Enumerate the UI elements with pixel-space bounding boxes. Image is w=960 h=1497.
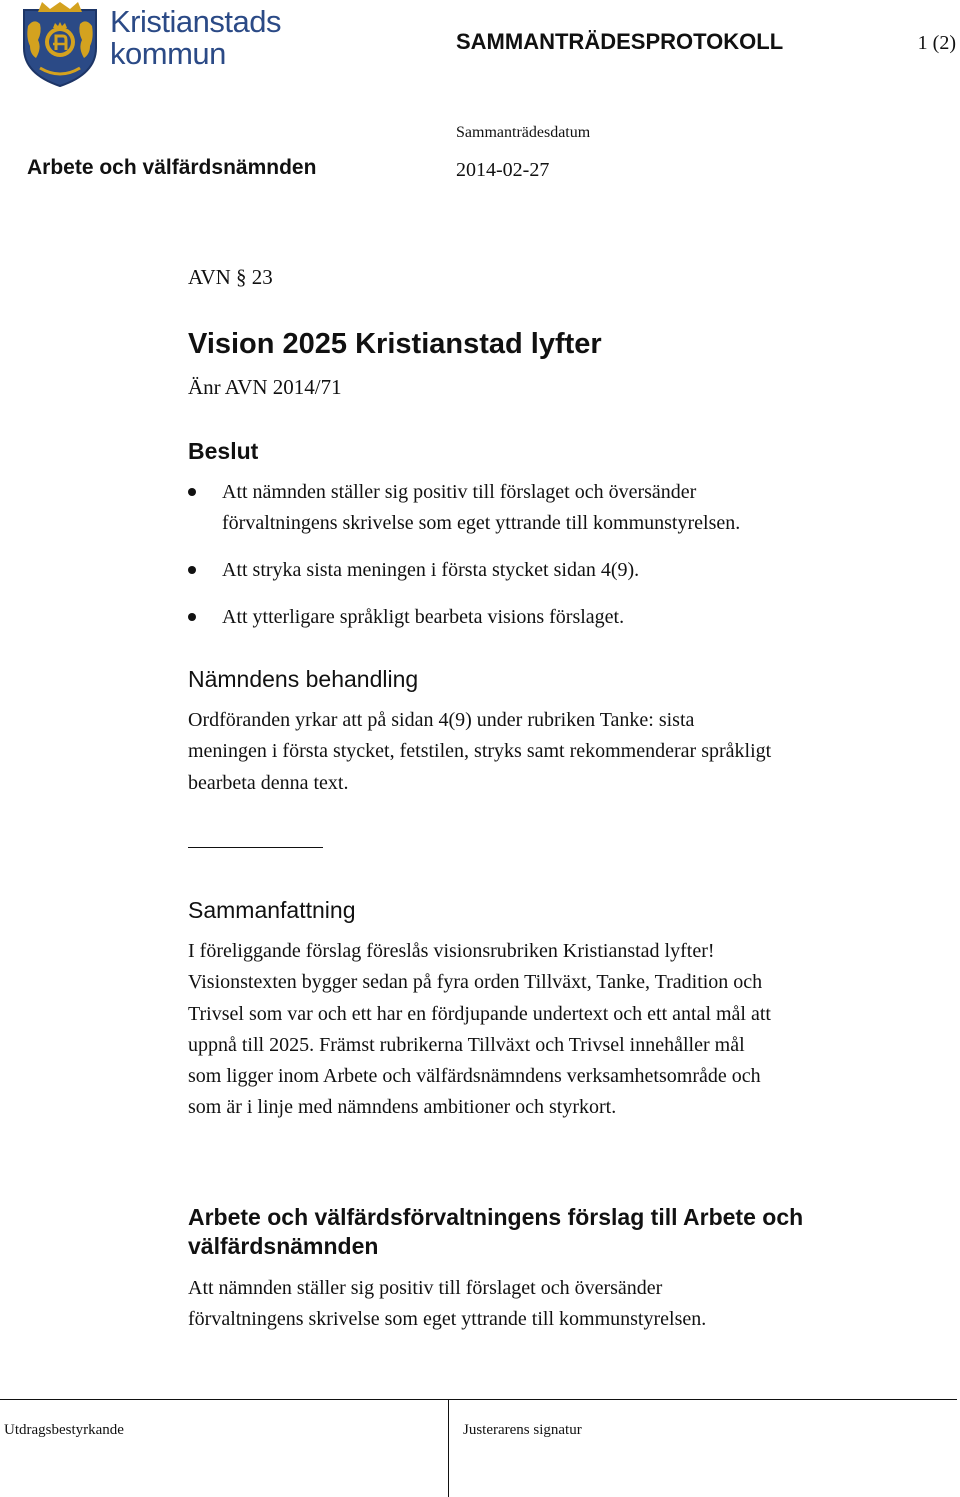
meeting-date-label: Sammanträdesdatum <box>456 124 591 141</box>
signature-label: Justerarens signatur <box>463 1422 582 1438</box>
paragraph-line: Trivsel som var och ett har en fördjupande undertext och ett antal mål att <box>188 1002 771 1025</box>
proposal-heading-line: Arbete och välfärdsförvaltningens förslag till Arbete och <box>188 1204 804 1230</box>
decision-item-line: förvaltningens skrivelse som eget yttrande till kommunstyrelsen. <box>222 512 741 534</box>
proposal-heading-line: välfärdsnämnden <box>188 1233 379 1259</box>
paragraph-line: uppnå till 2025. Främst rubrikerna Tillväxt och Trivsel innehåller mål <box>188 1033 745 1056</box>
decision-item-line: Att ytterligare språkligt bearbeta visions förslaget. <box>222 606 625 628</box>
section-divider <box>188 847 323 848</box>
handling-heading: Nämndens behandling <box>188 666 419 692</box>
paragraph-line: förvaltningens skrivelse som eget yttrande till kommunstyrelsen. <box>188 1308 707 1331</box>
paragraph-line: bearbeta denna text. <box>188 771 349 794</box>
diary-number: Änr AVN 2014/71 <box>188 375 342 399</box>
decision-item-line: Att nämnden ställer sig positiv till förslaget och översänder <box>222 481 697 503</box>
logo-text-line-2: kommun <box>110 36 226 71</box>
summary-heading: Sammanfattning <box>188 897 356 923</box>
decision-heading: Beslut <box>188 438 259 464</box>
paragraph-line: Ordföranden yrkar att på sidan 4(9) under rubriken Tanke: sista <box>188 709 695 731</box>
logo-text-line-1: Kristianstads <box>110 4 281 39</box>
decision-item-line: Att stryka sista meningen i första stycket sidan 4(9). <box>222 559 640 581</box>
footer-divider <box>0 1399 957 1400</box>
paragraph-line: Visionstexten bygger sedan på fyra orden Tillväxt, Tanke, Tradition och <box>188 971 763 994</box>
proposal-paragraph <box>188 1273 888 1336</box>
paragraph-line: som ligger inom Arbete och välfärdsnämndens verksamhetsområde och <box>188 1065 761 1088</box>
bullet-icon <box>188 488 196 496</box>
coat-of-arms-icon <box>20 2 100 88</box>
bullet-icon <box>188 566 196 574</box>
document-type: SAMMANTRÄDESPROTOKOLL <box>456 29 784 54</box>
paragraph-line: Att nämnden ställer sig positiv till förslaget och översänder <box>188 1277 663 1299</box>
bullet-icon <box>188 613 196 621</box>
proposal-heading <box>188 1203 908 1261</box>
meeting-date: 2014-02-27 <box>456 159 550 181</box>
certification-label: Utdragsbestyrkande <box>4 1422 124 1438</box>
summary-paragraph <box>188 936 888 1124</box>
paragraph-line: meningen i första stycket, fetstilen, stryks samt rekommenderar språkligt <box>188 740 772 763</box>
case-reference: AVN § 23 <box>188 265 273 289</box>
page-number: 1 (2) <box>917 32 956 54</box>
paragraph-line: som är i linje med nämndens ambitioner och styrkort. <box>188 1096 617 1119</box>
case-title: Vision 2025 Kristianstad lyfter <box>188 328 602 360</box>
paragraph-line: I föreliggande förslag föreslås visionsrubriken Kristianstad lyfter! <box>188 940 715 962</box>
municipality-logo <box>20 2 300 88</box>
handling-paragraph <box>188 705 888 799</box>
committee-name: Arbete och välfärdsnämnden <box>27 156 317 179</box>
footer-column-divider <box>448 1399 449 1497</box>
